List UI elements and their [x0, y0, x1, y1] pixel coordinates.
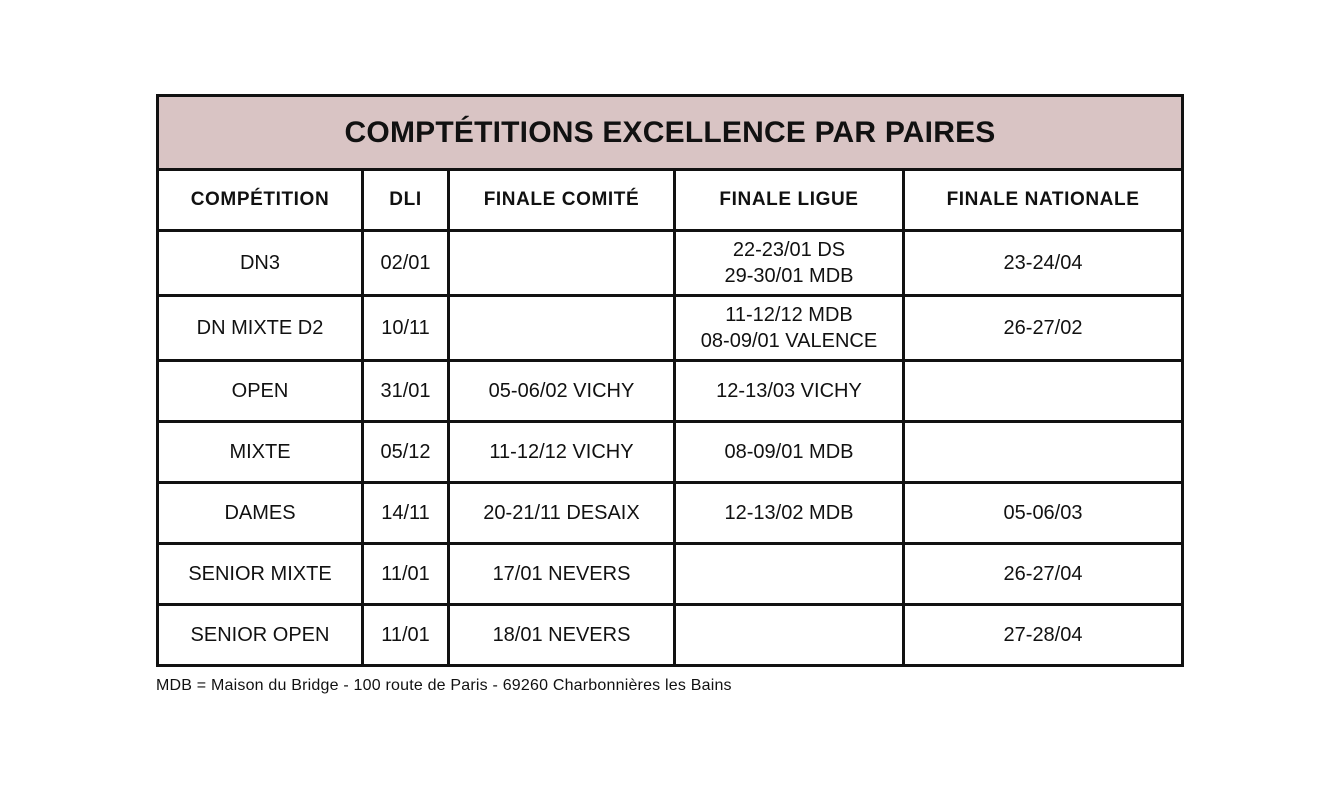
table-row: [158, 605, 1183, 666]
cell-finale-ligue: [675, 231, 904, 296]
cell-finale-nationale: 23-24/04: [904, 231, 1183, 296]
cell-finale-comite: 11-12/12 VICHY: [449, 422, 675, 483]
cell-finale-nationale: [904, 361, 1183, 422]
cell-dli: 05/12: [363, 422, 449, 483]
cell-dli: 11/01: [363, 544, 449, 605]
cell-dli: 14/11: [363, 483, 449, 544]
table-title: COMPTÉTITIONS EXCELLENCE PAR PAIRES: [158, 96, 1183, 170]
header-competition: COMPÉTITION: [158, 170, 363, 231]
table-row: [158, 361, 1183, 422]
cell-finale-comite: 05-06/02 VICHY: [449, 361, 675, 422]
cell-competition: DN MIXTE D2: [158, 296, 363, 361]
cell-finale-nationale: 27-28/04: [904, 605, 1183, 666]
cell-finale-nationale: [904, 422, 1183, 483]
cell-finale-ligue: [675, 605, 904, 666]
competitions-sheet: [156, 94, 1181, 667]
cell-finale-comite: 18/01 NEVERS: [449, 605, 675, 666]
cell-competition: DN3: [158, 231, 363, 296]
cell-competition: SENIOR OPEN: [158, 605, 363, 666]
table-row: [158, 231, 1183, 296]
cell-finale-comite: 20-21/11 DESAIX: [449, 483, 675, 544]
competitions-table: [156, 94, 1184, 667]
cell-finale-ligue: [675, 544, 904, 605]
header-row: [158, 170, 1183, 231]
cell-dli: 31/01: [363, 361, 449, 422]
cell-competition: DAMES: [158, 483, 363, 544]
cell-competition: SENIOR MIXTE: [158, 544, 363, 605]
cell-finale-ligue: 12-13/02 MDB: [675, 483, 904, 544]
cell-finale-nationale: 05-06/03: [904, 483, 1183, 544]
table-row: [158, 483, 1183, 544]
cell-finale-comite: [449, 296, 675, 361]
header-finale-comite: FINALE COMITÉ: [449, 170, 675, 231]
header-finale-ligue: FINALE LIGUE: [675, 170, 904, 231]
cell-dli: 02/01: [363, 231, 449, 296]
cell-finale-ligue: 12-13/03 VICHY: [675, 361, 904, 422]
cell-finale-ligue: [675, 296, 904, 361]
cell-finale-nationale: 26-27/02: [904, 296, 1183, 361]
ligue-line: 11-12/12 MDB: [725, 304, 853, 326]
table-row: [158, 544, 1183, 605]
header-dli: DLI: [363, 170, 449, 231]
table-row: [158, 296, 1183, 361]
cell-dli: 11/01: [363, 605, 449, 666]
cell-finale-comite: 17/01 NEVERS: [449, 544, 675, 605]
cell-finale-nationale: 26-27/04: [904, 544, 1183, 605]
cell-finale-ligue: 08-09/01 MDB: [675, 422, 904, 483]
ligue-line: 22-23/01 DS: [732, 239, 846, 261]
cell-dli: 10/11: [363, 296, 449, 361]
footnote: MDB = Maison du Bridge - 100 route de Paris - 69260 Charbonnières les Bains: [156, 677, 732, 694]
cell-competition: MIXTE: [158, 422, 363, 483]
ligue-line: 08-09/01 VALENCE: [700, 330, 878, 352]
cell-competition: OPEN: [158, 361, 363, 422]
ligue-line: 29-30/01 MDB: [724, 265, 854, 287]
cell-finale-comite: [449, 231, 675, 296]
table-row: [158, 422, 1183, 483]
header-finale-nationale: FINALE NATIONALE: [904, 170, 1183, 231]
